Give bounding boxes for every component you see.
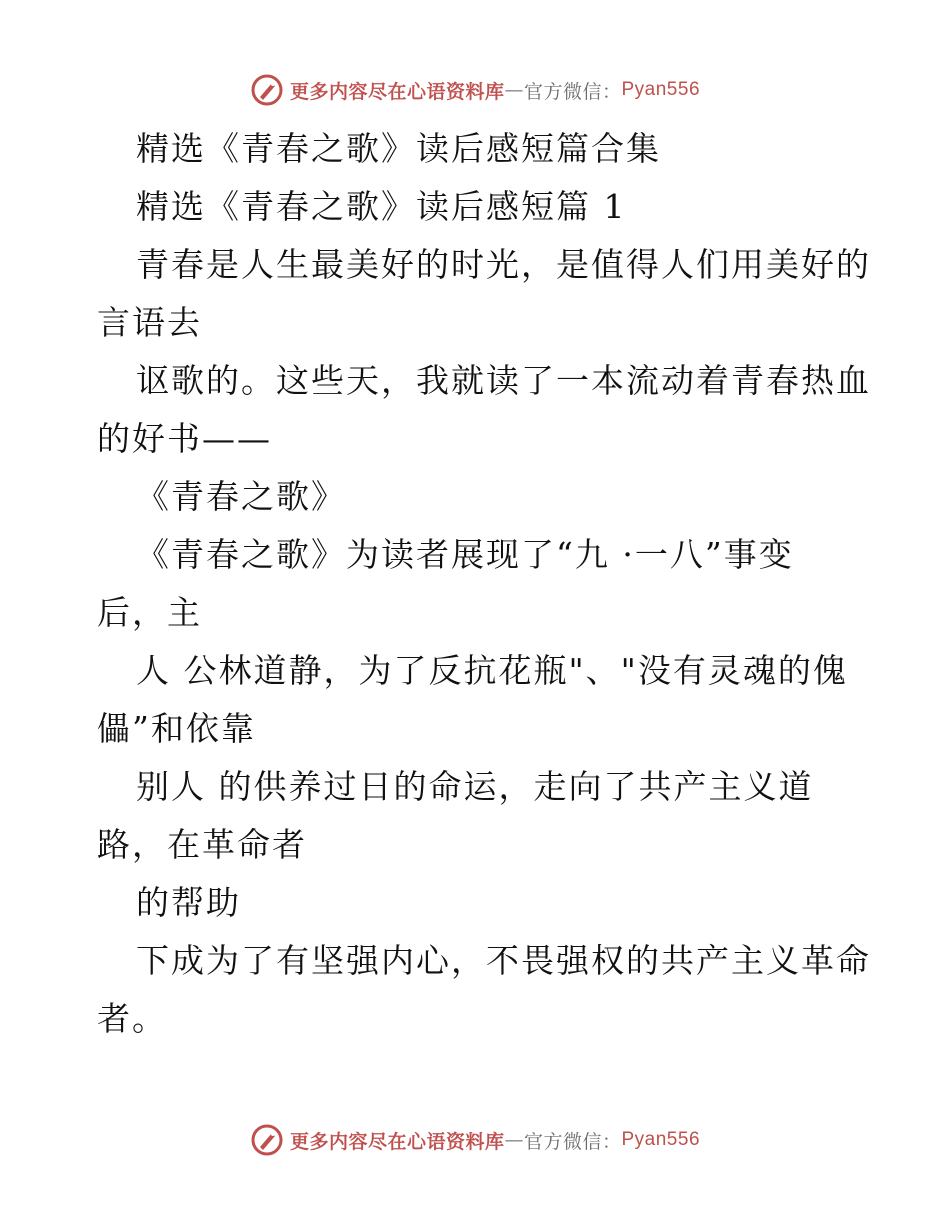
footer-banner [0, 1120, 950, 1160]
paragraph-line: 《青春之歌》为读者展现了“九 ·一八”事变 [136, 535, 794, 574]
header-site-name: 更多内容尽在心语资料库 [289, 80, 505, 103]
pen-nib-logo-icon [250, 73, 284, 107]
paragraph-line: 者。 [97, 999, 167, 1038]
document-body [0, 120, 950, 1048]
footer-wechat-label: 官方微信： [523, 1130, 622, 1153]
header-dash: — [504, 79, 524, 101]
paragraph-line: 讴歌的。这些天，我就读了一本流动着青春热血 [136, 361, 871, 400]
paragraph-line: 的好书—— [97, 419, 272, 458]
paragraph-line: 的帮助 [136, 883, 241, 922]
paragraph-line: 青春是人生最美好的时光，是值得人们用美好的 [136, 245, 871, 284]
section-heading: 精选《青春之歌》读后感短篇 1 [136, 187, 627, 226]
paragraph-line: 言语去 [97, 303, 202, 342]
paragraph-line: 后，主 [97, 593, 202, 632]
document-title: 精选《青春之歌》读后感短篇合集 [136, 129, 661, 168]
paragraph-line: 路，在革命者 [97, 825, 307, 864]
header-banner [0, 70, 950, 110]
paragraph-line: 《青春之歌》 [136, 477, 346, 516]
header-wechat-id: Pyan556 [621, 79, 701, 100]
footer-dash: — [504, 1129, 524, 1151]
paragraph-line: 人 公林道静，为了反抗花瓶"、"没有灵魂的傀 [136, 651, 848, 690]
paragraph-line: 下成为了有坚强内心，不畏强权的共产主义革命 [136, 941, 871, 980]
pen-nib-logo-icon [250, 1123, 284, 1157]
footer-wechat-id: Pyan556 [621, 1129, 701, 1150]
header-wechat-label: 官方微信： [523, 80, 622, 103]
paragraph-line: 儡”和依靠 [97, 709, 256, 748]
paragraph-line: 别人 的供养过日的命运，走向了共产主义道 [136, 767, 814, 806]
footer-site-name: 更多内容尽在心语资料库 [289, 1130, 505, 1153]
